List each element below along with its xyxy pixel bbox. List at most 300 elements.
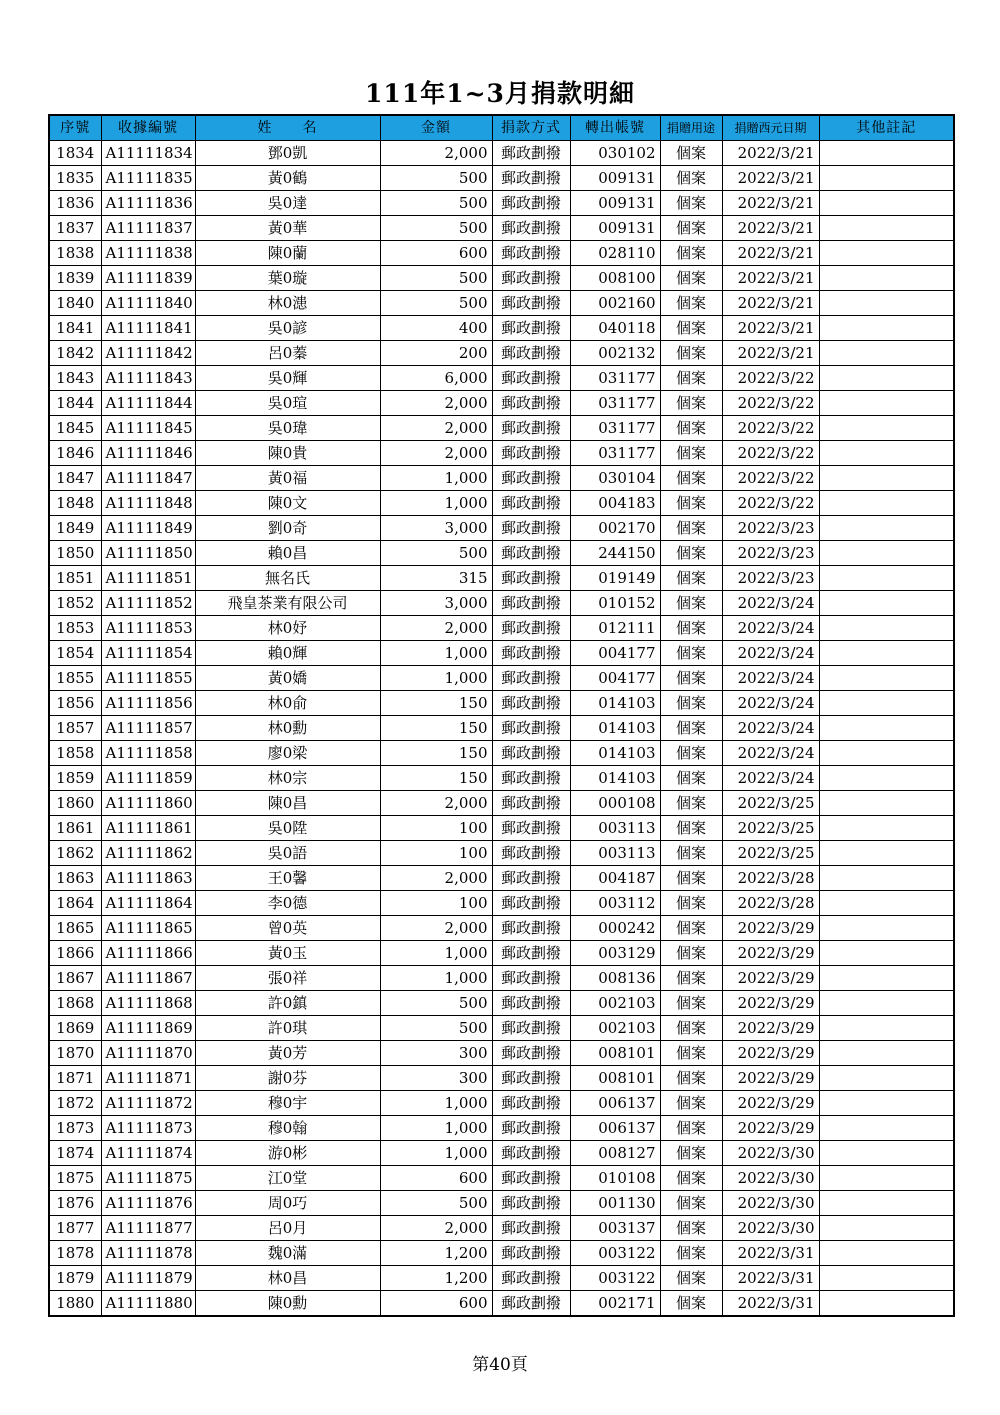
- cell-date: 2022/3/28: [722, 866, 819, 891]
- cell-note: [819, 141, 954, 166]
- cell-date: 2022/3/21: [722, 316, 819, 341]
- table-row: [49, 816, 954, 841]
- cell-seq: 1854: [49, 641, 101, 666]
- cell-receipt: A11111856: [101, 691, 195, 716]
- cell-seq: 1844: [49, 391, 101, 416]
- cell-amount: 2,000: [380, 1216, 492, 1241]
- cell-name: 吳0瑋: [195, 416, 380, 441]
- cell-use: 個案: [660, 1216, 722, 1241]
- cell-name: 無名氏: [195, 566, 380, 591]
- cell-account: 003112: [570, 891, 660, 916]
- cell-use: 個案: [660, 1091, 722, 1116]
- cell-seq: 1866: [49, 941, 101, 966]
- cell-date: 2022/3/24: [722, 691, 819, 716]
- cell-use: 個案: [660, 616, 722, 641]
- cell-method: 郵政劃撥: [492, 866, 570, 891]
- cell-amount: 3,000: [380, 591, 492, 616]
- cell-name: 曾0英: [195, 916, 380, 941]
- cell-use: 個案: [660, 141, 722, 166]
- table-row: [49, 966, 954, 991]
- cell-note: [819, 941, 954, 966]
- cell-account: 008136: [570, 966, 660, 991]
- cell-use: 個案: [660, 1016, 722, 1041]
- cell-seq: 1855: [49, 666, 101, 691]
- cell-name: 林0漶: [195, 291, 380, 316]
- cell-note: [819, 1116, 954, 1141]
- cell-method: 郵政劃撥: [492, 1041, 570, 1066]
- cell-use: 個案: [660, 916, 722, 941]
- cell-date: 2022/3/30: [722, 1166, 819, 1191]
- cell-date: 2022/3/24: [722, 591, 819, 616]
- table-row: [49, 341, 954, 366]
- cell-method: 郵政劃撥: [492, 341, 570, 366]
- table-row: [49, 1241, 954, 1266]
- cell-account: 008101: [570, 1041, 660, 1066]
- cell-name: 林0宗: [195, 766, 380, 791]
- cell-name: 吳0陞: [195, 816, 380, 841]
- cell-method: 郵政劃撥: [492, 1241, 570, 1266]
- cell-date: 2022/3/24: [722, 641, 819, 666]
- cell-receipt: A11111849: [101, 516, 195, 541]
- cell-receipt: A11111847: [101, 466, 195, 491]
- cell-account: 002160: [570, 291, 660, 316]
- cell-receipt: A11111867: [101, 966, 195, 991]
- cell-seq: 1862: [49, 841, 101, 866]
- cell-use: 個案: [660, 591, 722, 616]
- cell-name: 穆0宇: [195, 1091, 380, 1116]
- cell-seq: 1876: [49, 1191, 101, 1216]
- cell-date: 2022/3/21: [722, 216, 819, 241]
- cell-date: 2022/3/25: [722, 791, 819, 816]
- cell-date: 2022/3/21: [722, 191, 819, 216]
- cell-note: [819, 916, 954, 941]
- cell-use: 個案: [660, 316, 722, 341]
- cell-receipt: A11111852: [101, 591, 195, 616]
- cell-method: 郵政劃撥: [492, 1266, 570, 1291]
- cell-name: 黃0嬌: [195, 666, 380, 691]
- cell-name: 黃0玉: [195, 941, 380, 966]
- cell-seq: 1870: [49, 1041, 101, 1066]
- cell-amount: 1,000: [380, 466, 492, 491]
- table-row: [49, 441, 954, 466]
- cell-note: [819, 991, 954, 1016]
- cell-amount: 500: [380, 991, 492, 1016]
- cell-method: 郵政劃撥: [492, 291, 570, 316]
- cell-account: 244150: [570, 541, 660, 566]
- cell-amount: 600: [380, 241, 492, 266]
- cell-method: 郵政劃撥: [492, 241, 570, 266]
- cell-note: [819, 641, 954, 666]
- cell-seq: 1878: [49, 1241, 101, 1266]
- cell-note: [819, 766, 954, 791]
- cell-seq: 1871: [49, 1066, 101, 1091]
- cell-use: 個案: [660, 291, 722, 316]
- cell-method: 郵政劃撥: [492, 816, 570, 841]
- cell-receipt: A11111844: [101, 391, 195, 416]
- header-date: 捐贈西元日期: [722, 115, 819, 141]
- cell-account: 004187: [570, 866, 660, 891]
- cell-note: [819, 266, 954, 291]
- cell-date: 2022/3/23: [722, 541, 819, 566]
- cell-method: 郵政劃撥: [492, 366, 570, 391]
- cell-method: 郵政劃撥: [492, 416, 570, 441]
- cell-method: 郵政劃撥: [492, 841, 570, 866]
- cell-seq: 1873: [49, 1116, 101, 1141]
- cell-receipt: A11111864: [101, 891, 195, 916]
- cell-name: 吳0語: [195, 841, 380, 866]
- table-row: [49, 1191, 954, 1216]
- cell-amount: 1,200: [380, 1241, 492, 1266]
- cell-method: 郵政劃撥: [492, 491, 570, 516]
- cell-receipt: A11111859: [101, 766, 195, 791]
- cell-method: 郵政劃撥: [492, 1166, 570, 1191]
- cell-account: 014103: [570, 716, 660, 741]
- cell-name: 林0妤: [195, 616, 380, 641]
- cell-account: 004177: [570, 666, 660, 691]
- cell-amount: 150: [380, 691, 492, 716]
- cell-receipt: A11111835: [101, 166, 195, 191]
- cell-note: [819, 416, 954, 441]
- cell-note: [819, 1166, 954, 1191]
- cell-note: [819, 816, 954, 841]
- cell-receipt: A11111865: [101, 916, 195, 941]
- cell-note: [819, 191, 954, 216]
- cell-amount: 1,000: [380, 1141, 492, 1166]
- cell-method: 郵政劃撥: [492, 591, 570, 616]
- cell-amount: 2,000: [380, 916, 492, 941]
- cell-date: 2022/3/30: [722, 1141, 819, 1166]
- table-row: [49, 566, 954, 591]
- cell-receipt: A11111863: [101, 866, 195, 891]
- cell-use: 個案: [660, 991, 722, 1016]
- cell-seq: 1857: [49, 716, 101, 741]
- cell-account: 000242: [570, 916, 660, 941]
- cell-account: 002170: [570, 516, 660, 541]
- cell-use: 個案: [660, 866, 722, 891]
- cell-method: 郵政劃撥: [492, 941, 570, 966]
- table-row: [49, 791, 954, 816]
- cell-amount: 3,000: [380, 516, 492, 541]
- cell-seq: 1879: [49, 1266, 101, 1291]
- cell-receipt: A11111868: [101, 991, 195, 1016]
- table-row: [49, 866, 954, 891]
- table-header-row: [49, 115, 954, 141]
- cell-date: 2022/3/22: [722, 366, 819, 391]
- cell-name: 鄧0凱: [195, 141, 380, 166]
- cell-account: 006137: [570, 1116, 660, 1141]
- cell-note: [819, 1066, 954, 1091]
- cell-use: 個案: [660, 1041, 722, 1066]
- cell-receipt: A11111878: [101, 1241, 195, 1266]
- cell-method: 郵政劃撥: [492, 466, 570, 491]
- cell-date: 2022/3/22: [722, 391, 819, 416]
- cell-method: 郵政劃撥: [492, 1216, 570, 1241]
- cell-receipt: A11111851: [101, 566, 195, 591]
- cell-seq: 1869: [49, 1016, 101, 1041]
- cell-receipt: A11111876: [101, 1191, 195, 1216]
- cell-use: 個案: [660, 816, 722, 841]
- cell-receipt: A11111870: [101, 1041, 195, 1066]
- header-method: 捐款方式: [492, 115, 570, 141]
- cell-method: 郵政劃撥: [492, 766, 570, 791]
- cell-name: 賴0昌: [195, 541, 380, 566]
- header-receipt: 收據編號: [101, 115, 195, 141]
- cell-receipt: A11111854: [101, 641, 195, 666]
- cell-use: 個案: [660, 391, 722, 416]
- cell-account: 031177: [570, 366, 660, 391]
- table-row: [49, 1141, 954, 1166]
- cell-name: 黃0芳: [195, 1041, 380, 1066]
- cell-seq: 1875: [49, 1166, 101, 1191]
- cell-use: 個案: [660, 941, 722, 966]
- cell-account: 009131: [570, 191, 660, 216]
- cell-date: 2022/3/21: [722, 241, 819, 266]
- cell-method: 郵政劃撥: [492, 1141, 570, 1166]
- cell-use: 個案: [660, 266, 722, 291]
- table-row: [49, 666, 954, 691]
- cell-account: 010108: [570, 1166, 660, 1191]
- cell-seq: 1834: [49, 141, 101, 166]
- cell-receipt: A11111874: [101, 1141, 195, 1166]
- cell-method: 郵政劃撥: [492, 1066, 570, 1091]
- cell-seq: 1850: [49, 541, 101, 566]
- cell-method: 郵政劃撥: [492, 541, 570, 566]
- cell-receipt: A11111858: [101, 741, 195, 766]
- cell-note: [819, 566, 954, 591]
- cell-note: [819, 791, 954, 816]
- cell-date: 2022/3/29: [722, 1091, 819, 1116]
- cell-seq: 1835: [49, 166, 101, 191]
- cell-name: 穆0翰: [195, 1116, 380, 1141]
- cell-amount: 500: [380, 191, 492, 216]
- cell-date: 2022/3/24: [722, 716, 819, 741]
- table-row: [49, 1016, 954, 1041]
- cell-date: 2022/3/31: [722, 1266, 819, 1291]
- cell-date: 2022/3/23: [722, 516, 819, 541]
- cell-date: 2022/3/29: [722, 1066, 819, 1091]
- table-row: [49, 1066, 954, 1091]
- cell-note: [819, 866, 954, 891]
- cell-use: 個案: [660, 1241, 722, 1266]
- cell-note: [819, 341, 954, 366]
- cell-method: 郵政劃撥: [492, 641, 570, 666]
- table-row: [49, 491, 954, 516]
- cell-method: 郵政劃撥: [492, 316, 570, 341]
- cell-amount: 1,000: [380, 491, 492, 516]
- cell-note: [819, 491, 954, 516]
- cell-date: 2022/3/31: [722, 1291, 819, 1317]
- table-row: [49, 916, 954, 941]
- cell-name: 黃0華: [195, 216, 380, 241]
- cell-name: 賴0輝: [195, 641, 380, 666]
- cell-account: 009131: [570, 166, 660, 191]
- table-row: [49, 166, 954, 191]
- cell-method: 郵政劃撥: [492, 191, 570, 216]
- table-row: [49, 391, 954, 416]
- cell-amount: 500: [380, 1191, 492, 1216]
- cell-account: 004183: [570, 491, 660, 516]
- cell-method: 郵政劃撥: [492, 1291, 570, 1317]
- cell-name: 黃0鶴: [195, 166, 380, 191]
- table-row: [49, 641, 954, 666]
- table-row: [49, 1166, 954, 1191]
- cell-seq: 1852: [49, 591, 101, 616]
- cell-receipt: A11111840: [101, 291, 195, 316]
- cell-name: 呂0蓁: [195, 341, 380, 366]
- cell-seq: 1877: [49, 1216, 101, 1241]
- cell-account: 030104: [570, 466, 660, 491]
- cell-note: [819, 516, 954, 541]
- cell-seq: 1846: [49, 441, 101, 466]
- header-name: 姓 名: [195, 115, 380, 141]
- page-title: 111年1~3月捐款明細: [365, 79, 635, 108]
- cell-date: 2022/3/31: [722, 1241, 819, 1266]
- cell-receipt: A11111872: [101, 1091, 195, 1116]
- cell-name: 呂0月: [195, 1216, 380, 1241]
- table-row: [49, 141, 954, 166]
- cell-note: [819, 1191, 954, 1216]
- cell-seq: 1836: [49, 191, 101, 216]
- cell-amount: 1,000: [380, 1116, 492, 1141]
- cell-amount: 2,000: [380, 141, 492, 166]
- cell-name: 陳0貴: [195, 441, 380, 466]
- cell-receipt: A11111843: [101, 366, 195, 391]
- table-row: [49, 616, 954, 641]
- cell-receipt: A11111857: [101, 716, 195, 741]
- cell-account: 008127: [570, 1141, 660, 1166]
- table-row: [49, 516, 954, 541]
- cell-account: 006137: [570, 1091, 660, 1116]
- cell-method: 郵政劃撥: [492, 1091, 570, 1116]
- table-row: [49, 1216, 954, 1241]
- table-row: [49, 1266, 954, 1291]
- cell-name: 吳0諺: [195, 316, 380, 341]
- cell-use: 個案: [660, 366, 722, 391]
- cell-method: 郵政劃撥: [492, 716, 570, 741]
- cell-use: 個案: [660, 1266, 722, 1291]
- cell-seq: 1842: [49, 341, 101, 366]
- table-row: [49, 741, 954, 766]
- cell-method: 郵政劃撥: [492, 216, 570, 241]
- cell-account: 009131: [570, 216, 660, 241]
- cell-seq: 1856: [49, 691, 101, 716]
- cell-method: 郵政劃撥: [492, 566, 570, 591]
- cell-note: [819, 1291, 954, 1317]
- cell-receipt: A11111877: [101, 1216, 195, 1241]
- cell-amount: 100: [380, 841, 492, 866]
- cell-date: 2022/3/29: [722, 966, 819, 991]
- cell-seq: 1851: [49, 566, 101, 591]
- cell-seq: 1843: [49, 366, 101, 391]
- cell-seq: 1861: [49, 816, 101, 841]
- cell-amount: 200: [380, 341, 492, 366]
- cell-use: 個案: [660, 441, 722, 466]
- cell-amount: 2,000: [380, 791, 492, 816]
- cell-date: 2022/3/28: [722, 891, 819, 916]
- cell-receipt: A11111866: [101, 941, 195, 966]
- cell-amount: 400: [380, 316, 492, 341]
- cell-date: 2022/3/21: [722, 141, 819, 166]
- cell-amount: 1,000: [380, 641, 492, 666]
- table-row: [49, 466, 954, 491]
- cell-account: 014103: [570, 741, 660, 766]
- cell-use: 個案: [660, 166, 722, 191]
- cell-note: [819, 391, 954, 416]
- cell-method: 郵政劃撥: [492, 891, 570, 916]
- cell-use: 個案: [660, 416, 722, 441]
- cell-seq: 1868: [49, 991, 101, 1016]
- cell-receipt: A11111838: [101, 241, 195, 266]
- cell-name: 陳0文: [195, 491, 380, 516]
- cell-account: 031177: [570, 391, 660, 416]
- cell-seq: 1863: [49, 866, 101, 891]
- cell-note: [819, 241, 954, 266]
- cell-note: [819, 1141, 954, 1166]
- cell-date: 2022/3/21: [722, 266, 819, 291]
- cell-amount: 100: [380, 891, 492, 916]
- cell-use: 個案: [660, 966, 722, 991]
- cell-use: 個案: [660, 641, 722, 666]
- cell-receipt: A11111853: [101, 616, 195, 641]
- cell-seq: 1867: [49, 966, 101, 991]
- cell-receipt: A11111869: [101, 1016, 195, 1041]
- cell-receipt: A11111846: [101, 441, 195, 466]
- cell-use: 個案: [660, 666, 722, 691]
- cell-date: 2022/3/25: [722, 816, 819, 841]
- table-row: [49, 416, 954, 441]
- cell-use: 個案: [660, 1116, 722, 1141]
- cell-date: 2022/3/24: [722, 741, 819, 766]
- cell-account: 001130: [570, 1191, 660, 1216]
- cell-seq: 1880: [49, 1291, 101, 1317]
- cell-method: 郵政劃撥: [492, 1116, 570, 1141]
- cell-note: [819, 666, 954, 691]
- cell-date: 2022/3/29: [722, 1116, 819, 1141]
- cell-seq: 1841: [49, 316, 101, 341]
- cell-name: 游0彬: [195, 1141, 380, 1166]
- cell-seq: 1848: [49, 491, 101, 516]
- cell-account: 003129: [570, 941, 660, 966]
- donation-table: [48, 114, 955, 1317]
- cell-account: 004177: [570, 641, 660, 666]
- cell-receipt: A11111862: [101, 841, 195, 866]
- cell-date: 2022/3/22: [722, 441, 819, 466]
- table-row: [49, 241, 954, 266]
- cell-amount: 1,000: [380, 966, 492, 991]
- table-row: [49, 691, 954, 716]
- cell-name: 謝0芬: [195, 1066, 380, 1091]
- cell-name: 吳0達: [195, 191, 380, 216]
- cell-seq: 1845: [49, 416, 101, 441]
- cell-note: [819, 366, 954, 391]
- cell-method: 郵政劃撥: [492, 916, 570, 941]
- cell-date: 2022/3/29: [722, 941, 819, 966]
- cell-amount: 500: [380, 166, 492, 191]
- cell-receipt: A11111848: [101, 491, 195, 516]
- cell-account: 003137: [570, 1216, 660, 1241]
- cell-receipt: A11111873: [101, 1116, 195, 1141]
- cell-name: 林0俞: [195, 691, 380, 716]
- table-row: [49, 841, 954, 866]
- cell-name: 吳0輝: [195, 366, 380, 391]
- cell-method: 郵政劃撥: [492, 391, 570, 416]
- table-row: [49, 366, 954, 391]
- cell-amount: 500: [380, 1016, 492, 1041]
- table-row: [49, 941, 954, 966]
- cell-note: [819, 691, 954, 716]
- cell-use: 個案: [660, 1166, 722, 1191]
- cell-account: 003122: [570, 1266, 660, 1291]
